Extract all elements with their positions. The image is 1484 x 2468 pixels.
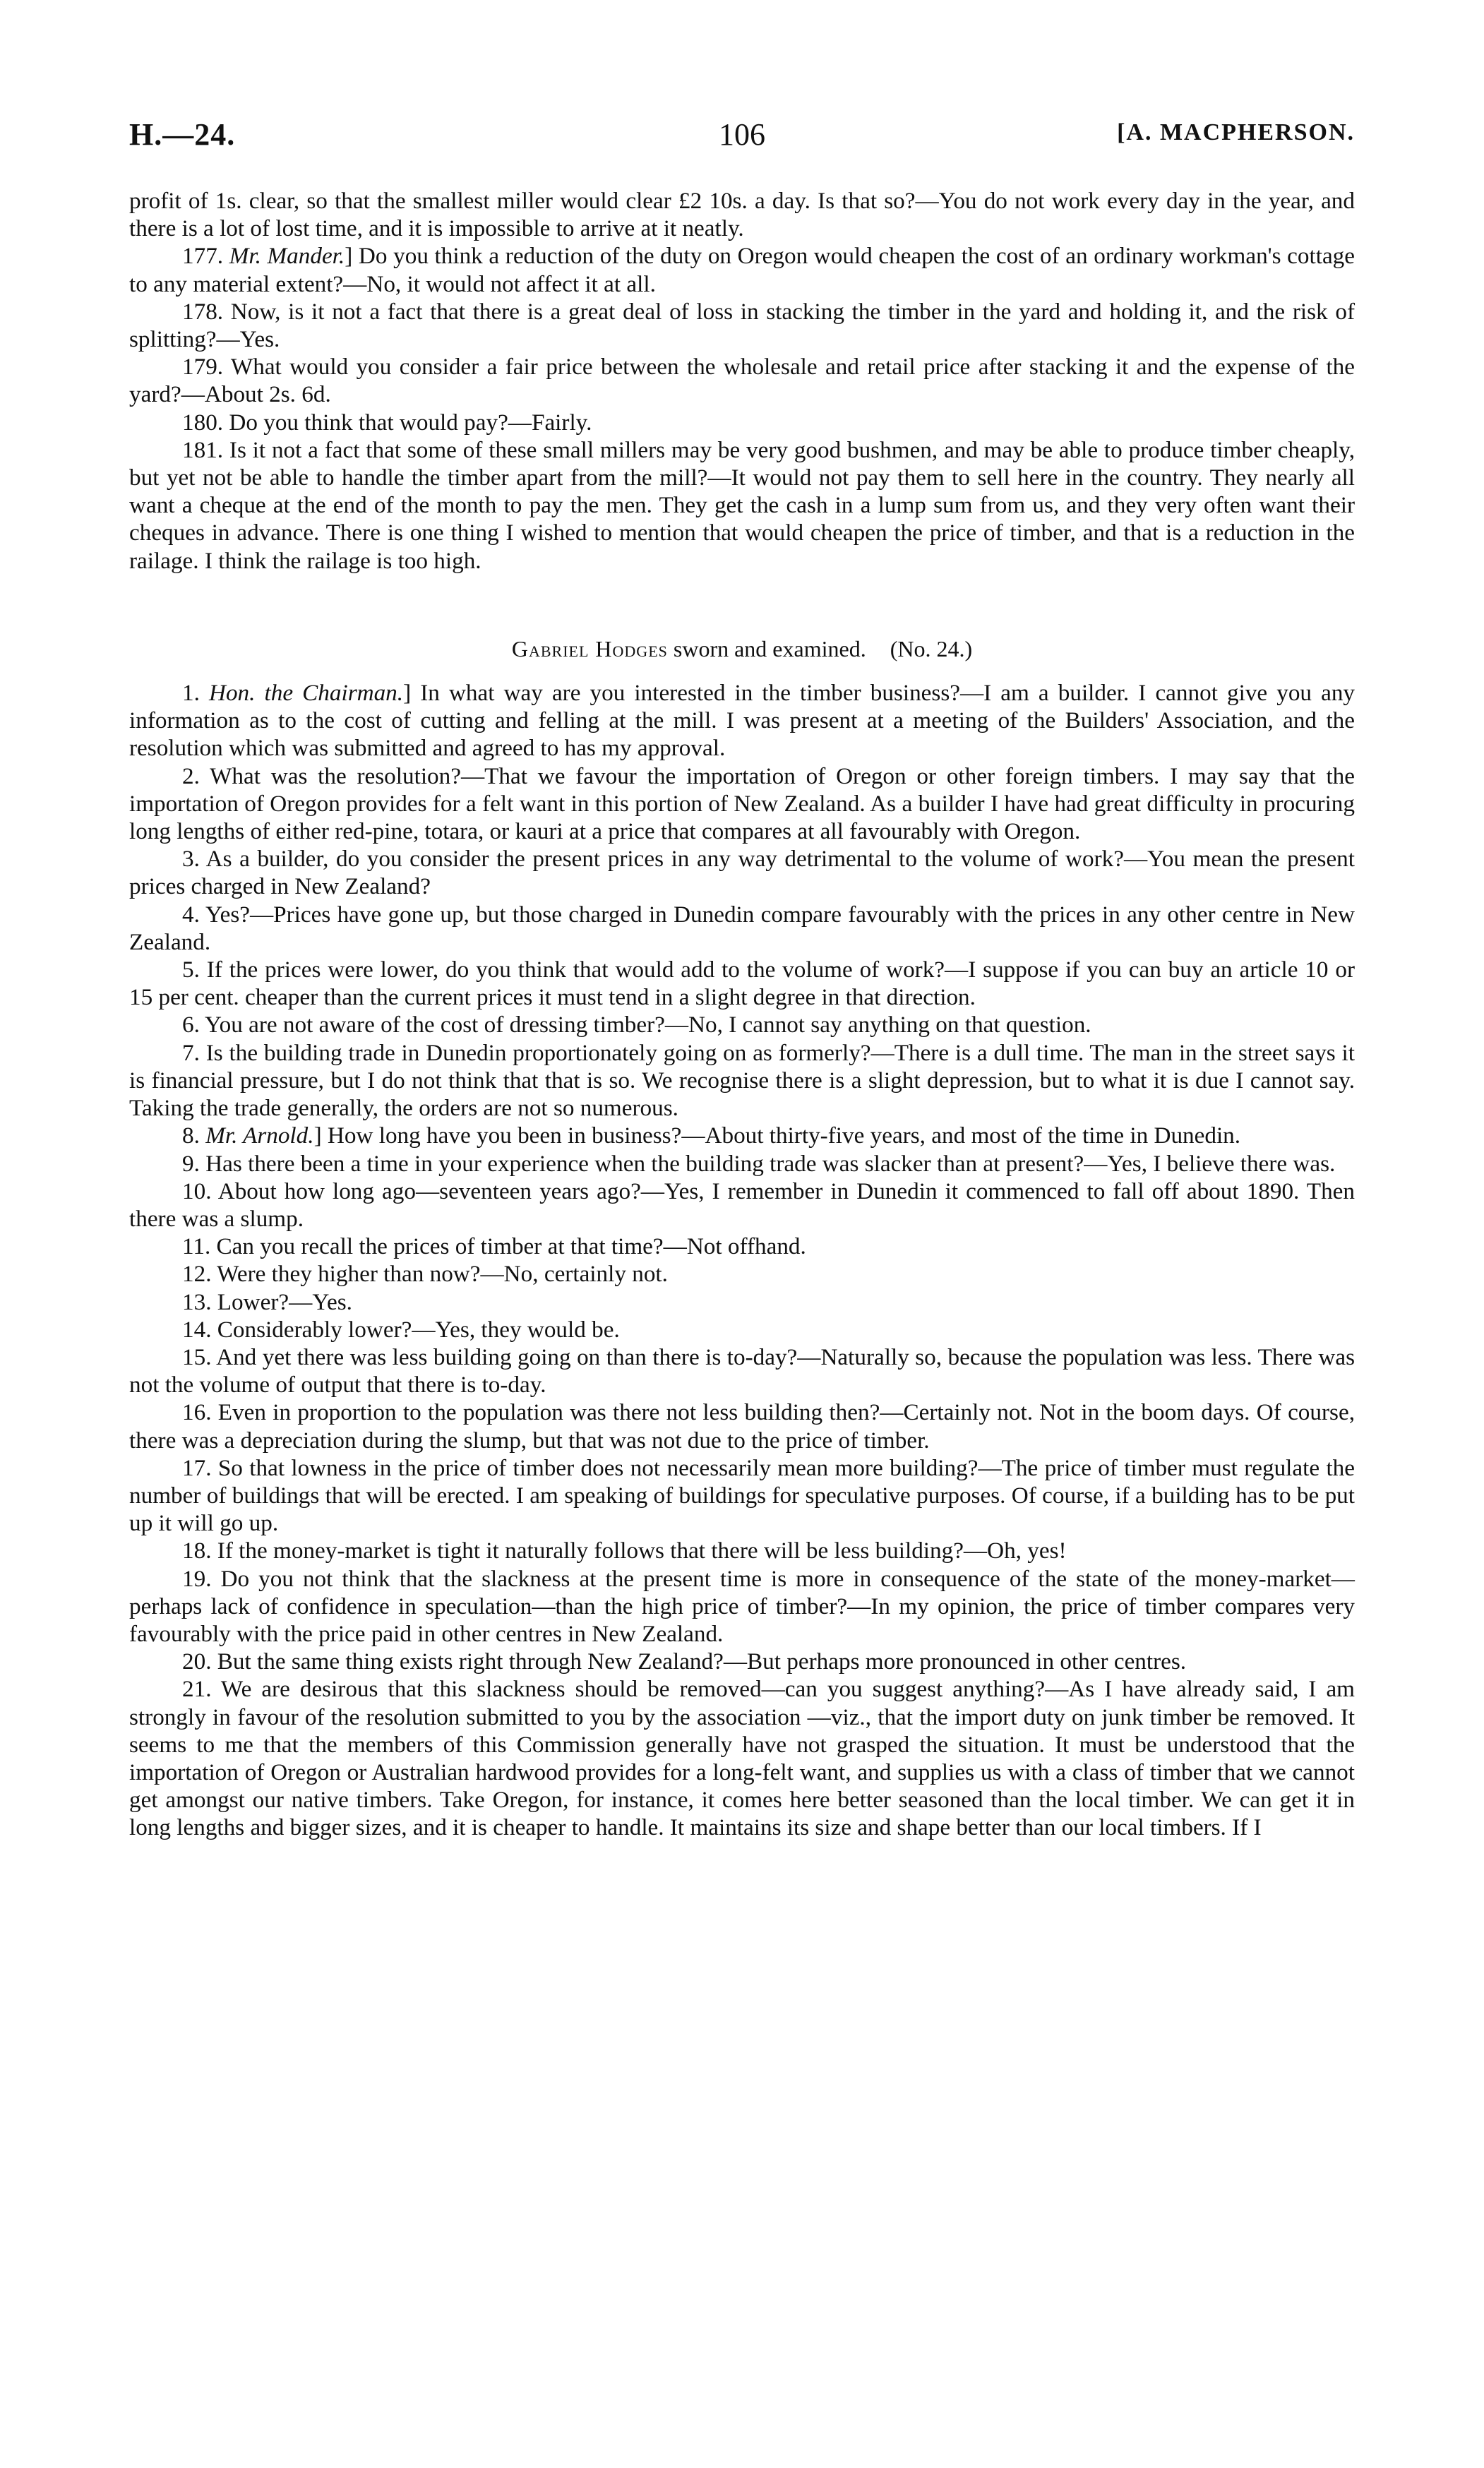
testimony-paragraph bbox=[129, 1011, 1355, 1038]
testimony-paragraph bbox=[129, 1039, 1355, 1122]
testimony-paragraph bbox=[129, 1150, 1355, 1178]
witness-testimony bbox=[129, 679, 1355, 1842]
testimony-paragraph bbox=[129, 1565, 1355, 1648]
paragraph-text: 4. Yes?—Prices have gone up, but those charged in Dunedin compare favourably with the prices in any other centre in New Zealand. bbox=[129, 901, 1355, 955]
paragraph-text: 180. Do you think that would pay?—Fairly. bbox=[182, 409, 592, 436]
paragraph-text: 17. So that lowness in the price of timber does not necessarily mean more building?—The price of timber must regulate the number of buildings that will be erected. I am speaking of buildings for speculative purposes. Of course, if a building has to be put up it will go up. bbox=[129, 1454, 1355, 1537]
testimony-paragraph bbox=[129, 1343, 1355, 1398]
paragraph-text: 21. We are desirous that this slackness should be removed—can you suggest anything?—As I have already said, I am strongly in favour of the resolution submitted to you by the association —viz., that the import duty on junk timber be removed. It seems to me that the members of this Commission generally have not grasped the situation. It must be understood that the importation of Oregon or Australian hardwood provides for a long-felt want, and supplies us with a class of timber that we cannot get amongst our native timbers. Take Oregon, for instance, it comes here better seasoned than the local timber. We can get it in long lengths and bigger sizes, and it is cheaper to handle. It maintains its size and shape better than our local timbers. If I bbox=[129, 1676, 1355, 1841]
testimony-paragraph bbox=[129, 1178, 1355, 1233]
testimony-paragraph bbox=[129, 956, 1355, 1011]
testimony-paragraph bbox=[129, 1398, 1355, 1454]
speaker-lead: 1. Hon. the Chairman.] bbox=[182, 680, 412, 707]
page-number: 106 bbox=[719, 117, 765, 152]
page-body bbox=[129, 187, 1355, 1842]
witness-name: Gabriel Hodges bbox=[511, 635, 668, 661]
testimony-paragraph bbox=[129, 762, 1355, 846]
paragraph-text: 9. Has there been a time in your experience when the building trade was slacker than at present?—Yes, I believe there was. bbox=[182, 1150, 1336, 1177]
paragraph-text: In what way are you interested in the timber business?—I am a builder. I cannot give you any information as to the cost of cutting and felling at the mill. I was present at a meeting of the Builders' Association, and the resolution which was submitted and agreed to has my approval. bbox=[129, 680, 1356, 762]
testimony-paragraph bbox=[129, 1316, 1355, 1343]
paragraph-text: 14. Considerably lower?—Yes, they would be. bbox=[182, 1316, 620, 1343]
paragraph-text: 18. If the money-market is tight it naturally follows that there will be less building?—Oh, yes! bbox=[182, 1538, 1067, 1564]
paragraph-text: 16. Even in proportion to the population was there not less building then?—Certainly not. Not in the boom days. Of course, there was a depreciation during the slump, but that was not due to the price of timber. bbox=[129, 1399, 1355, 1454]
testimony-paragraph bbox=[129, 298, 1355, 353]
witness-number: (No. 24.) bbox=[890, 635, 973, 661]
testimony-paragraph bbox=[129, 679, 1355, 762]
paragraph-text: 179. What would you consider a fair price between the wholesale and retail price after stacking it and the expense of the yard?—About 2s. 6d. bbox=[129, 354, 1355, 408]
paragraph-text: 20. But the same thing exists right through New Zealand?—But perhaps more pronounced in other centres. bbox=[182, 1648, 1187, 1675]
paragraph-text: Do you think a reduction of the duty on Oregon would cheapen the cost of an ordinary workman's cottage to any material extent?—No, it would not affect it at all. bbox=[129, 243, 1356, 297]
paragraph-text: 19. Do you not think that the slackness at the present time is more in consequence of the state of the money-market—perhaps lack of confidence in speculation—than the high price of timber?—In my opinion, the price of timber compares very favourably with the price paid in other centres in New Zealand. bbox=[129, 1565, 1355, 1647]
previous-witness-testimony bbox=[129, 187, 1355, 575]
testimony-paragraph bbox=[129, 901, 1355, 956]
paragraph-text: 7. Is the building trade in Dunedin proportionately going on as formerly?—There is a dull time. The man in the street says it is financial pressure, but I do not think that that is so. We recognise there is a slight depression, but to what it is due I cannot say. Taking the trade generally, the orders are not so numerous. bbox=[129, 1039, 1355, 1122]
testimony-paragraph bbox=[129, 1648, 1355, 1675]
paper-reference: H.—24. bbox=[129, 117, 236, 152]
testimony-paragraph bbox=[129, 242, 1355, 297]
testimony-paragraph bbox=[129, 409, 1355, 436]
testimony-paragraph bbox=[129, 1537, 1355, 1564]
paragraph-text: 11. Can you recall the prices of timber at that time?—Not offhand. bbox=[182, 1233, 806, 1260]
testimony-paragraph bbox=[129, 353, 1355, 408]
witness-heading-text: sworn and examined. bbox=[673, 635, 866, 661]
testimony-paragraph bbox=[129, 1288, 1355, 1316]
paragraph-text: 15. And yet there was less building going on than there is to-day?—Naturally so, because the population was less. There was not the volume of output that there is to-day. bbox=[129, 1343, 1355, 1398]
testimony-paragraph bbox=[129, 845, 1355, 900]
paragraph-text: 12. Were they higher than now?—No, certainly not. bbox=[182, 1261, 668, 1288]
speaker-lead: 177. Mr. Mander.] bbox=[182, 243, 353, 270]
testimony-paragraph bbox=[129, 1454, 1355, 1538]
testimony-paragraph bbox=[129, 187, 1355, 242]
page-header bbox=[129, 116, 1355, 159]
testimony-paragraph bbox=[129, 436, 1355, 575]
paragraph-text: 178. Now, is it not a fact that there is a great deal of loss in stacking the timber in the yard and holding it, and the risk of splitting?—Yes. bbox=[129, 298, 1355, 353]
paragraph-text: 3. As a builder, do you consider the present prices in any way detrimental to the volume of work?—You mean the present prices charged in New Zealand? bbox=[129, 846, 1355, 900]
speaker-lead: 8. Mr. Arnold.] bbox=[182, 1122, 322, 1149]
witness-heading bbox=[129, 635, 1355, 663]
paragraph-text: 181. Is it not a fact that some of these small millers may be very good bushmen, and may be able to produce timber cheaply, but yet not be able to handle the timber apart from the mill?—It would not pay them to sell here in the country. They nearly all want a cheque at the end of the month to pay the men. They get the cash in a lump sum from us, and they very often want their cheques in advance. There is one thing I wished to mention that would cheapen the price of timber, and that is a reduction in the railage. I think the railage is too high. bbox=[129, 436, 1355, 574]
paragraph-text: 5. If the prices were lower, do you think that would add to the volume of work?—I suppose if you can buy an article 10 or 15 per cent. cheaper than the current prices it must tend in a slight degree in that direction. bbox=[129, 957, 1355, 1011]
testimony-paragraph bbox=[129, 1675, 1355, 1841]
paragraph-text: 6. You are not aware of the cost of dressing timber?—No, I cannot say anything on that question. bbox=[182, 1012, 1091, 1038]
paragraph-text: 2. What was the resolution?—That we favour the importation of Oregon or other foreign timbers. I may say that the importation of Oregon provides for a felt want in this portion of New Zealand. As a builder I have had great difficulty in procuring long lengths of either red-pine, totara, or kauri at a price that compares at all favourably with Oregon. bbox=[129, 762, 1355, 845]
paragraph-text: profit of 1s. clear, so that the smallest miller would clear £2 10s. a day. Is that so?—You do not work every day in the year, and there is a lot of lost time, and it is impossible to arrive at it neatly. bbox=[129, 188, 1355, 242]
witness-running-head: [A. MACPHERSON. bbox=[1117, 119, 1355, 145]
paragraph-text: How long have you been in business?—About thirty-five years, and most of the time in Dunedin. bbox=[321, 1122, 1241, 1149]
testimony-paragraph bbox=[129, 1260, 1355, 1288]
paragraph-text: 10. About how long ago—seventeen years ago?—Yes, I remember in Dunedin it commenced to fall off about 1890. Then there was a slump. bbox=[129, 1178, 1355, 1232]
testimony-paragraph bbox=[129, 1122, 1355, 1149]
paragraph-text: 13. Lower?—Yes. bbox=[182, 1288, 352, 1315]
testimony-paragraph bbox=[129, 1233, 1355, 1260]
